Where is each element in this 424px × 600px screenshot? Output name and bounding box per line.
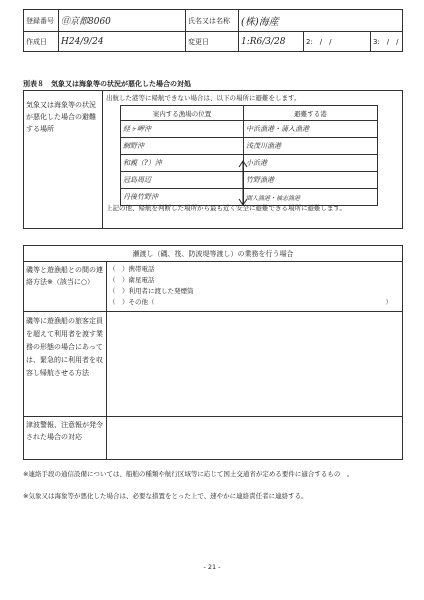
contact-options xyxy=(107,262,403,312)
created-value: H24/9/24 xyxy=(59,32,186,52)
area-cell: 経ヶ岬沖 xyxy=(121,121,244,138)
page-number: - 21 - xyxy=(203,563,221,571)
option-phone: （ ）携帯電話 xyxy=(109,265,155,273)
arrow-icon xyxy=(236,159,250,209)
note-2: ※気象又は海象等が悪化した場合は、必要な措置をとった上で、速やかに連絡責任者に連絡する。 xyxy=(23,492,308,500)
name-value: (株)海産 xyxy=(239,10,403,32)
change-1: 1:R6/3/28 xyxy=(239,32,304,52)
section8-frame xyxy=(23,90,403,229)
ferry-table xyxy=(23,245,403,460)
section8-footer: 上記の他、帰航を判断した場所から最も近く安全に避難できる場所に避難します。 xyxy=(106,204,346,212)
option-flare: （ ）利用者に渡した発煙筒 xyxy=(109,287,194,295)
area-cell: 網野沖 xyxy=(121,138,244,155)
name-label: 氏名又は名称 xyxy=(186,10,239,32)
ferry-title: 瀬渡し（磯、筏、防波堤等渡し）の業務を行う場合 xyxy=(24,246,403,262)
header-table xyxy=(23,9,403,52)
area-cell: 和親（?）沖 xyxy=(121,155,244,172)
port-cell: 中浜漁港・蒲入漁港 xyxy=(244,121,378,138)
contact-label: 磯等と遊漁船との間の連絡方法※（該当に○） xyxy=(24,262,107,312)
port-cell: 竹野漁港 xyxy=(244,172,378,189)
port-cell: 浅茂川漁港 xyxy=(244,138,378,155)
reg-label: 登録番号 xyxy=(24,10,59,32)
option-other xyxy=(109,297,400,308)
col-port: 避難する港 xyxy=(244,106,378,121)
table-row xyxy=(121,138,378,155)
option-satellite: （ ）衛星電話 xyxy=(109,276,155,284)
tsunami-value xyxy=(107,417,403,460)
change-3: 3: / / xyxy=(371,32,403,52)
col-area: 案内する漁場の位置 xyxy=(121,106,244,121)
option-other-label: （ ）その他（ xyxy=(109,298,155,306)
area-cell: 冠島周辺 xyxy=(121,172,244,189)
section8-left-label: 気象又は海象等の状況が悪化した場合の避難する場所 xyxy=(26,101,96,133)
area-cell: 丹後竹野沖 xyxy=(121,189,244,206)
option-other-close: ） xyxy=(385,298,392,306)
created-label: 作成日 xyxy=(24,32,59,52)
port-cell: 小浜港 xyxy=(244,155,378,172)
table-row xyxy=(121,121,378,138)
change-label: 変更日 xyxy=(186,32,239,52)
change-2: 2: / / xyxy=(304,32,371,52)
measure-value xyxy=(107,312,403,417)
tsunami-label: 津波警報、注意報が発令された場合の対応 xyxy=(24,417,107,460)
section8-title: 別表８ 気象又は海象等の状況が悪化した場合の対処 xyxy=(23,80,191,88)
section8-intro: 出航した港等に帰航できない場合は、以下の場所に避難をします。 xyxy=(106,94,301,102)
section8-divider xyxy=(102,91,103,228)
reg-value: ㊐京都8060 xyxy=(59,10,186,32)
measure-label: 磯等に遊漁船の旅客定員を超えて利用者を渡す業務の形態の場合にあっては、緊急的に利用者を収容し帰航させる方法 xyxy=(24,312,107,417)
note-1: ※連絡手段の通信設備については、船舶の種類や航行区域等に応じて国土交通省が定める要件に適合するもの 。 xyxy=(23,470,354,478)
port-cell: 間人漁港・袖志漁港 xyxy=(244,189,378,206)
